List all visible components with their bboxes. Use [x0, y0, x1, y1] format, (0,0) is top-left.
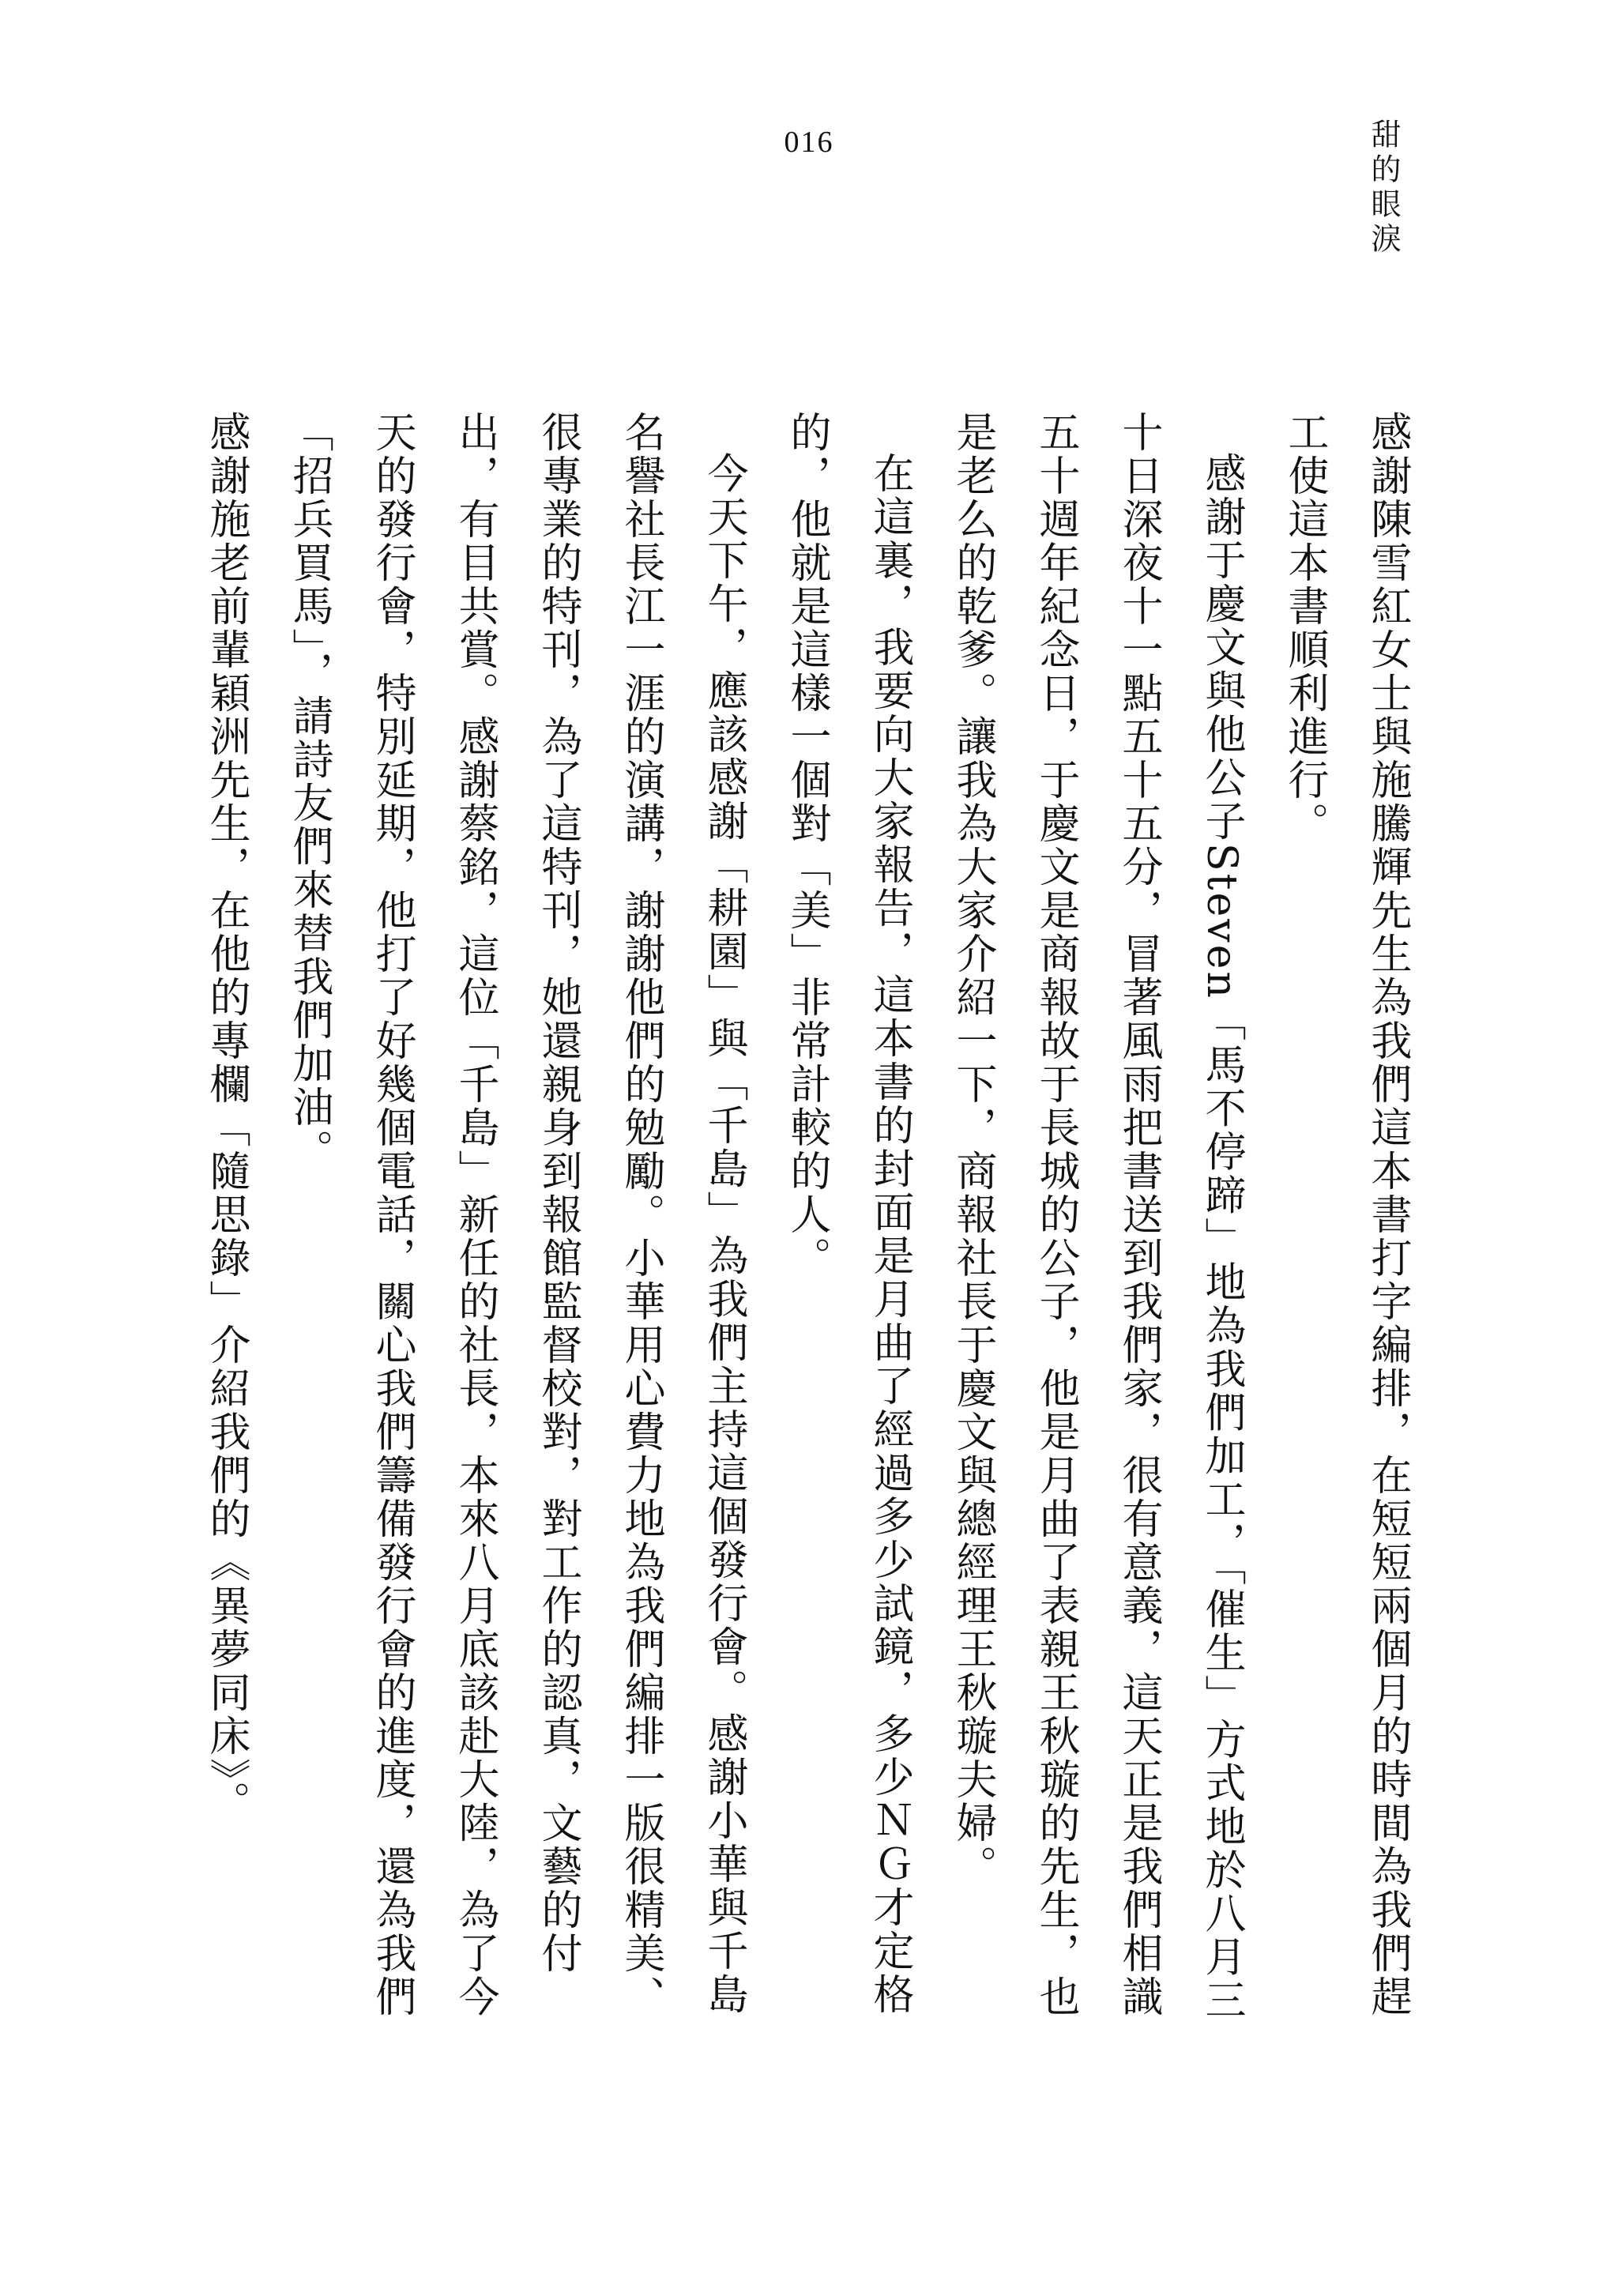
paragraph-2: 感謝于慶文與他公子Steven「馬不停蹄」地為我們加工，「催生」方式地於八月三十日深夜十一點五十五分，冒著風雨把書送到我們家，很有意義，這天正是我們相識五十週年紀念日，于慶文是商報故于長城的公子，他是月曲了表親王秋璇的先生，也是老么的乾爹。讓我為大家介紹一下，商報社長于慶文與總經理王秋璇夫婦。 — [949, 411, 1245, 2023]
paragraph-4: 今天下午，應該感謝「耕園」與「千島」為我們主持這個發行會。感謝小華與千島名譽社長江一涯的演講，謝謝他們的勉勵。小華用心費力地為我們編排一版很精美、很專業的特刊，為了這特刊，她還親身到報館監督校對，對工作的認真，文藝的付出，有目共賞。感謝蔡銘，這位「千島」新任的社長，本來八月底該赴大陸，為了今天的發行會，特別延期，他打了好幾個電話，關心我們籌備發行會的進度，還為我們「招兵買馬」，請詩友們來替我們加油。 — [285, 411, 747, 2019]
body-text — [184, 411, 1428, 2023]
paragraph-3: 在這裏，我要向大家報告，這本書的封面是月曲了經過多少試鏡，多少ＮＧ才定格的，他就是這樣一個對「美」非常計較的人。 — [783, 411, 913, 2016]
running-title: 甜的眼淚 — [1366, 119, 1401, 258]
page-number: 016 — [784, 126, 834, 159]
paragraph-5: 感謝施老前輩穎洲先生，在他的專欄「隨思錄」介紹我們的《異夢同床》。 — [202, 411, 250, 1824]
paragraph-1: 感謝陳雪紅女士與施騰輝先生為我們這本書打字編排，在短短兩個月的時間為我們趕工使這本書順利進行。 — [1281, 411, 1411, 2019]
